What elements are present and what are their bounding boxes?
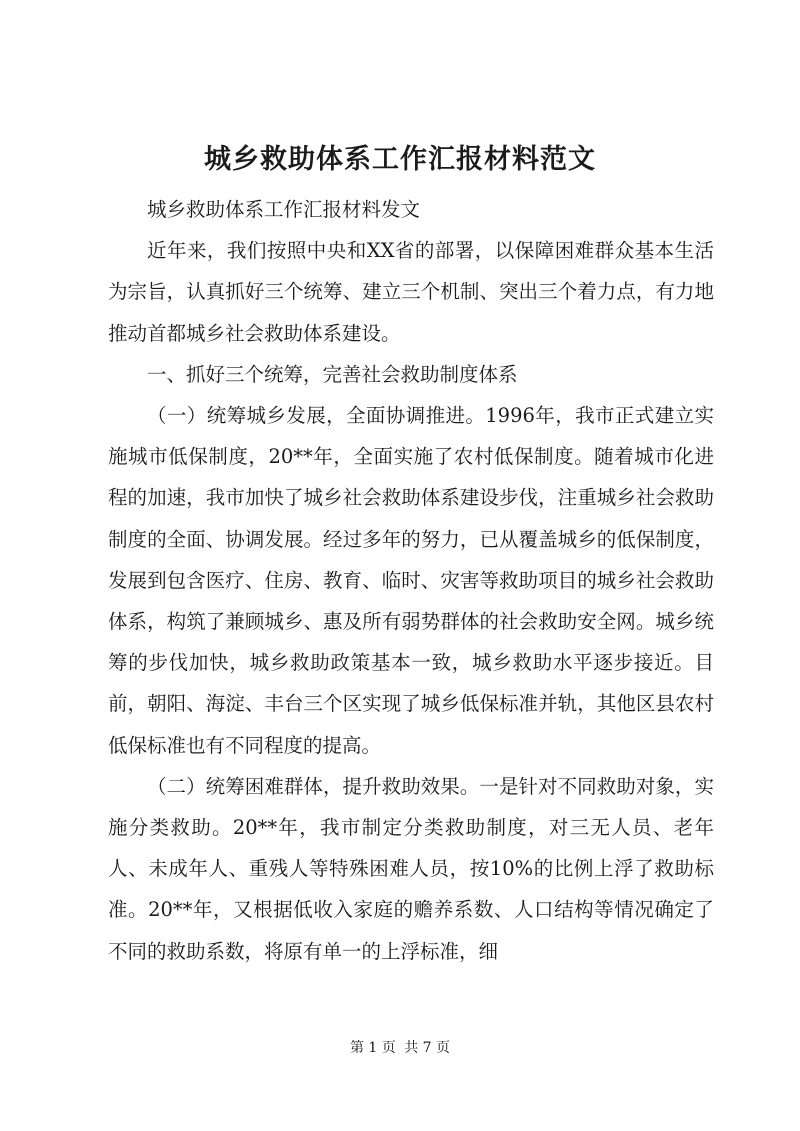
page-footer [0, 1038, 800, 1058]
page-total: 共 7 页 [404, 1040, 451, 1056]
paragraph-subtitle: 城乡救助体系工作汇报材料发文 [147, 198, 421, 221]
paragraph-intro: 近年来，我们按照中央和XX省的部署，以保障困难群众基本生活为宗旨，认真抓好三个统筹、建立三个机制、突出三个着力点，有力地推动首都城乡社会救助体系建设。 [108, 239, 714, 345]
section-heading: 一、抓好三个统筹，完善社会救助制度体系 [147, 362, 518, 386]
paragraph-difficult-groups: （二）统筹困难群体，提升救助效果。一是针对不同救助对象，实施分类救助。20**年，我市制定分类救助制度，对三无人员、老年人、未成年人、重残人等特殊困难人员，按10%的比例上浮了救助标准。20**年，又根据低收入家庭的赡养系数、人口结构等情况确定了不同的救助系数，将原有单一的上浮标准，细 [108, 774, 714, 963]
paragraph-urban-rural: （一）统筹城乡发展，全面协调推进。1996年，我市正式建立实施城市低保制度，20**年，全面实施了农村低保制度。随着城市化进程的加速，我市加快了城乡社会救助体系建设步伐，注重城乡社会救助制度的全面、协调发展。经过多年的努力，已从覆盖城乡的低保制度，发展到包含医疗、住房、教育、临时、灾害等救助项目的城乡社会救助体系，构筑了兼顾城乡、惠及所有弱势群体的社会救助安全网。城乡统筹的步伐加快，城乡救助政策基本一致，城乡救助水平逐步接近。目前，朝阳、海淀、丰台三个区实现了城乡低保标准并轨，其他区县农村低保标准也有不同程度的提高。 [108, 404, 714, 757]
page-number: 第 1 页 [349, 1040, 396, 1056]
document-title: 城乡救助体系工作汇报材料范文 [204, 144, 596, 175]
document-body [108, 189, 714, 972]
